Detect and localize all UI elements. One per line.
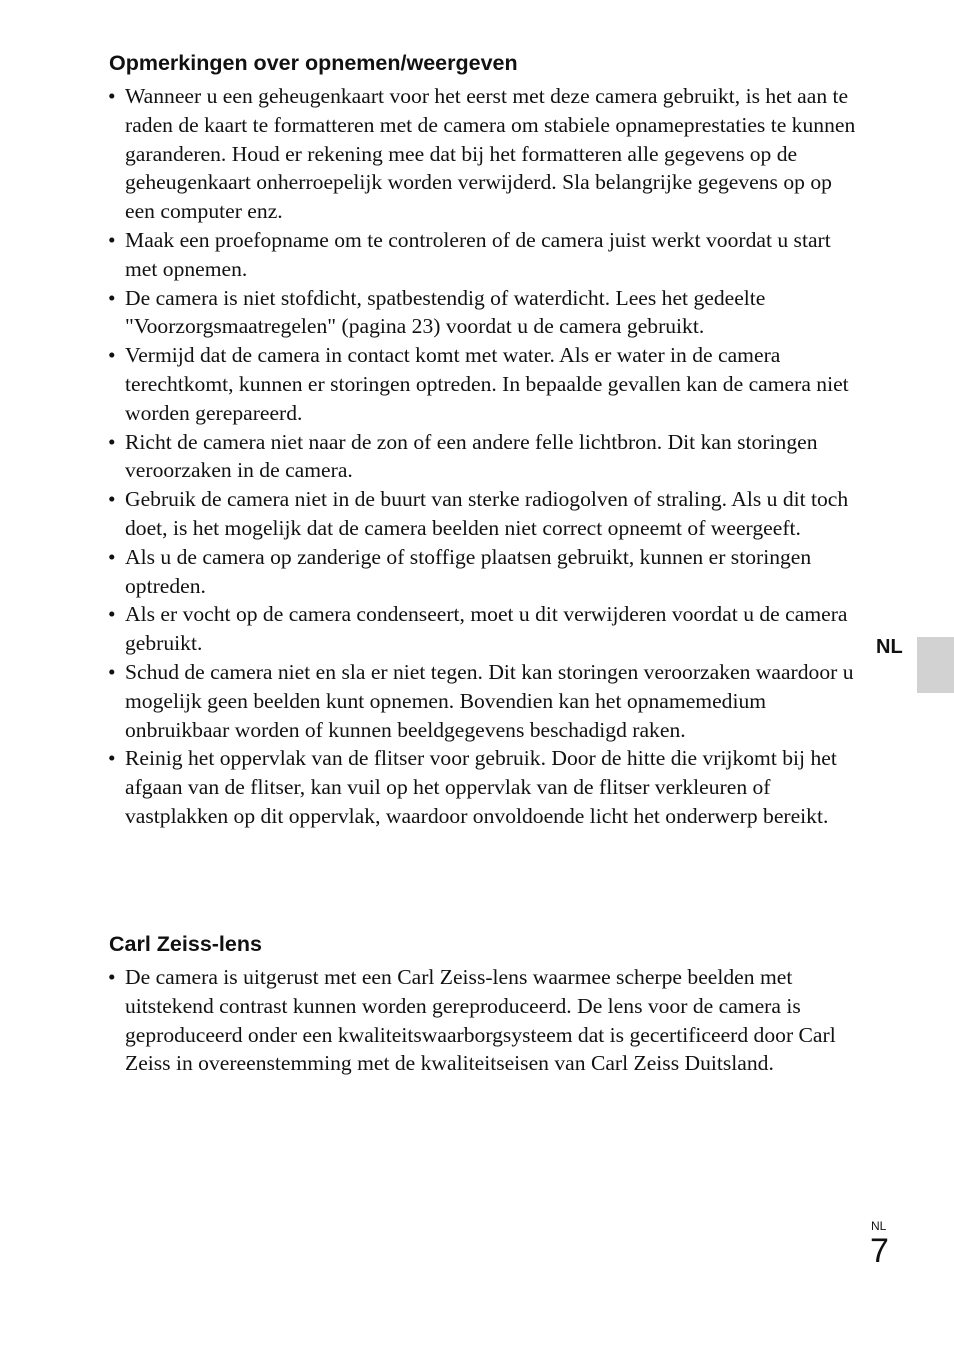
bullet-item [108,226,860,284]
bullet-item [108,82,860,226]
bullet-text: De camera is uitgerust met een Carl Zeiss-lens waarmee scherpe beelden met uitstekend contrast kunnen worden gereproduceerd. De lens voor de camera is geproduceerd onder een kwaliteitswaarborgsysteem dat is gecertificeerd door Carl Zeiss in overeenstemming met de kwaliteitseisen van Carl Zeiss Duitsland. [125,965,836,1076]
bullet-list [108,82,860,831]
bullet-item [108,543,860,601]
bullet-mark: • [108,746,116,771]
language-tab-label: NL [876,636,903,658]
bullet-mark: • [108,343,116,368]
bullet-item [108,744,860,830]
bullet-mark: • [108,602,116,627]
bullet-item [108,658,860,744]
section-heading: Opmerkingen over opnemen/weergeven [109,51,518,75]
bullet-text: Richt de camera niet naar de zon of een andere felle lichtbron. Dit kan storingen veroorzaken in de camera. [125,429,818,483]
bullet-text: Schud de camera niet en sla er niet tegen. Dit kan storingen veroorzaken waardoor u mogelijk geen beelden kunt opnemen. Bovendien kan het opnamemedium onbruikbaar worden of kunnen beeldgegevens beschadigd raken. [125,659,854,742]
bullet-item [108,284,860,342]
bullet-mark: • [108,84,116,108]
bullet-text: Gebruik de camera niet in de buurt van sterke radiogolven of straling. Als u dit toch doet, is het mogelijk dat de camera beelden niet correct opneemt of weergeeft. [125,487,849,540]
bullet-item [108,485,860,543]
bullet-text: Als er vocht op de camera condenseert, moet u dit verwijderen voordat u de camera gebruikt. [125,602,848,656]
bullet-item [108,341,860,427]
page-number: 7 [870,1232,889,1270]
bullet-item [108,428,860,486]
bullet-mark: • [108,429,116,454]
bullet-mark: • [108,285,116,310]
language-tab [917,637,954,693]
bullet-text: Maak een proefopname om te controleren of de camera juist werkt voordat u start met opnemen. [125,227,831,281]
bullet-text: Reinig het oppervlak van de flitser voor gebruik. Door de hitte die vrijkomt bij het afgaan van de flitser, kan vuil op het oppervlak van de flitser verkleuren of vastplakken op dit oppervlak, waardoor onvoldoende licht het onderwerp bereikt. [125,746,837,828]
bullet-mark: • [108,544,116,569]
bullet-mark: • [108,965,116,989]
bullet-item [108,963,860,1078]
bullet-mark: • [108,659,116,684]
bullet-list [108,963,860,1078]
bullet-text: Wanneer u een geheugenkaart voor het eerst met deze camera gebruikt, is het aan te raden de kaart te formatteren met de camera om stabiele opnameprestaties te kunnen garanderen. Houd er rekening mee dat bij het formatteren alle gegevens op de geheugenkaart onherroepelijk worden verwijderd. Sla belangrijke gegevens op op een computer enz. [125,84,856,224]
section-heading: Carl Zeiss-lens [109,932,262,956]
page-language-code: NL [871,1219,887,1233]
bullet-mark: • [108,227,116,252]
bullet-text: De camera is niet stofdicht, spatbestendig of waterdicht. Lees het gedeelte "Voorzorgsmaatregelen" (pagina 23) voordat u de camera gebruikt. [125,285,766,339]
bullet-item [108,600,860,658]
bullet-mark: • [108,487,116,512]
bullet-text: Als u de camera op zanderige of stoffige plaatsen gebruikt, kunnen er storingen optreden. [125,544,812,598]
bullet-text: Vermijd dat de camera in contact komt met water. Als er water in de camera terechtkomt, kunnen er storingen optreden. In bepaalde gevallen kan de camera niet worden gerepareerd. [125,343,849,425]
